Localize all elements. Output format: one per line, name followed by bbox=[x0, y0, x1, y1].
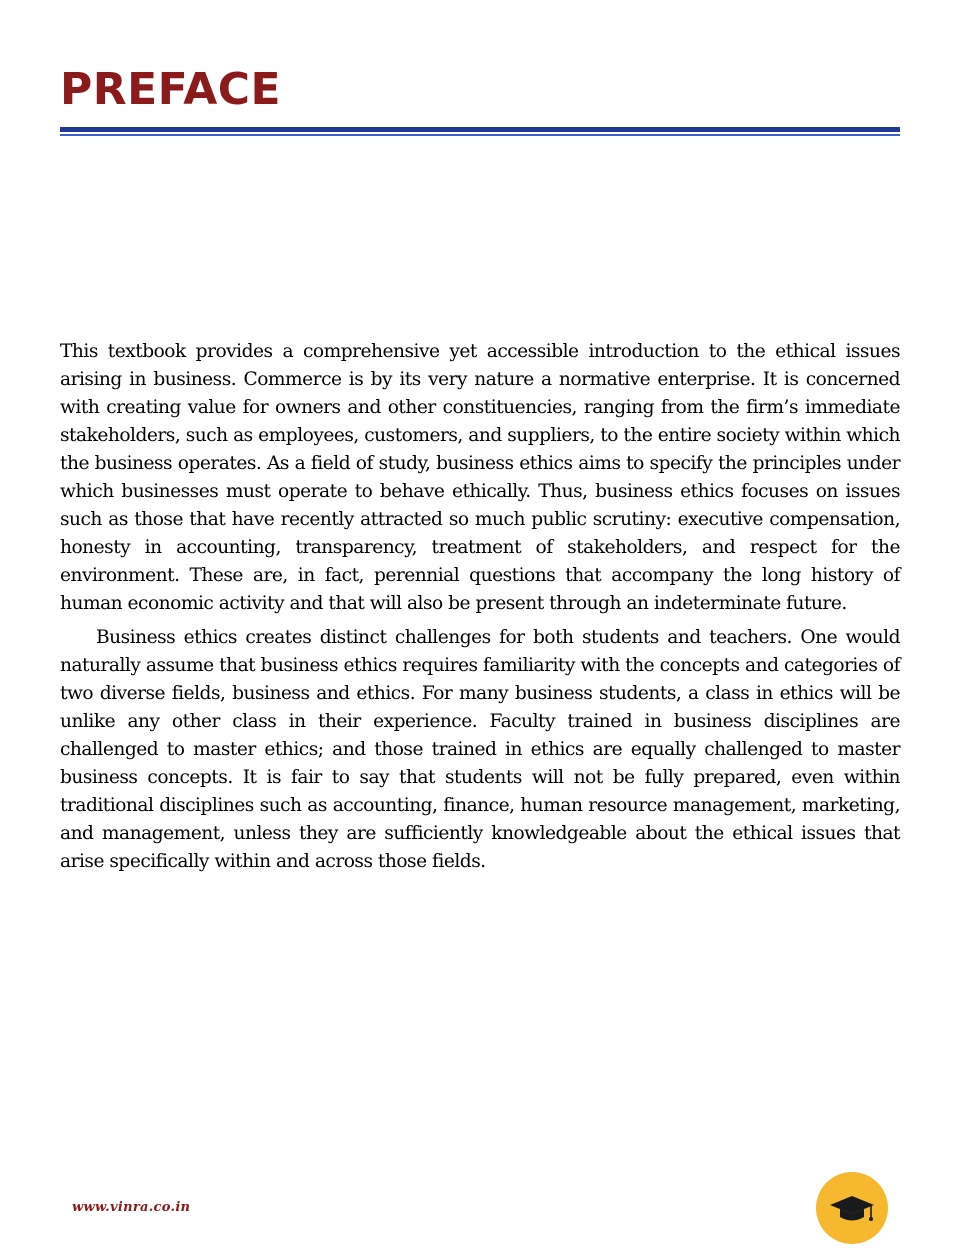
paragraph-2: Business ethics creates distinct challenges for both students and teachers. One would naturally assume that business ethics requires familiarity with the concepts and categories of two diverse fields, business and ethics. For many business students, a class in ethics will be unlike any other class in their experience. Faculty trained in business disciplines are challenged to master ethics; and those trained in ethics are equally challenged to master business concepts. It is fair to say that students will not be fully prepared, even within traditional disciplines such as accounting, finance, human resource management, marketing, and management, unless they are sufficiently knowledgeable about the ethical issues that arise specifically within and across those fields. bbox=[60, 627, 900, 872]
preface-body bbox=[60, 338, 900, 876]
paragraph-1: This textbook provides a comprehensive yet accessible introduction to the ethical issues arising in business. Commerce is by its very nature a normative enterprise. It is concerned with creating value for owners and other constituencies, ranging from the firm’s immediate stakeholders, such as employees, customers, and suppliers, to the entire society within which the business operates. As a field of study, business ethics aims to specify the principles under which businesses must operate to behave ethically. Thus, business ethics focuses on issues such as those that have recently attracted so much public scrutiny: executive compensation, honesty in accounting, transparency, treatment of stakeholders, and respect for the environment. These are, in fact, perennial questions that accompany the long history of human economic activity and that will also be present through an indeterminate future. bbox=[60, 341, 900, 614]
page-title: PREFACE bbox=[60, 64, 282, 115]
cap-tassel-end bbox=[869, 1217, 873, 1221]
title-rule-thick bbox=[60, 127, 900, 132]
graduation-cap-icon-svg bbox=[816, 1172, 888, 1244]
footer-website-link[interactable]: www.vinra.co.in bbox=[72, 1200, 191, 1215]
title-rule-thin bbox=[60, 134, 900, 136]
cap-board bbox=[830, 1196, 874, 1214]
graduation-cap-icon bbox=[816, 1172, 888, 1244]
